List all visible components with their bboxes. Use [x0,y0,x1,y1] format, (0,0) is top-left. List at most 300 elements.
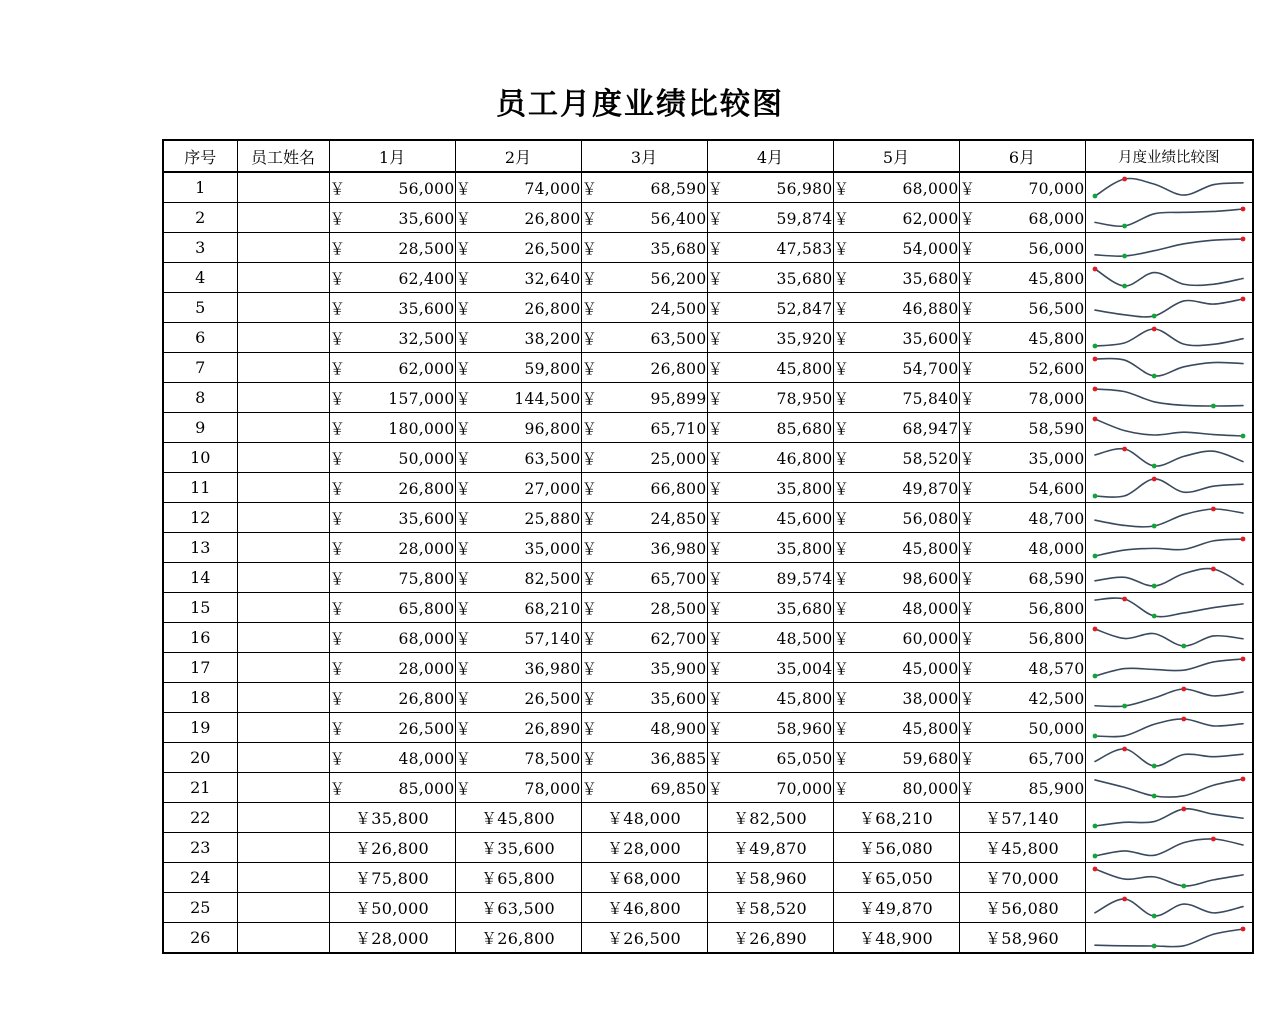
amount-cell-month-2[interactable] [455,443,581,473]
sparkline-cell[interactable] [1085,893,1253,923]
row-index-cell[interactable]: 15 [163,593,237,623]
sparkline-chart [1086,564,1252,591]
amount-cell-month-4[interactable] [707,443,833,473]
sparkline-high-marker [1151,327,1156,332]
row-index-cell[interactable]: 14 [163,563,237,593]
row-index-cell[interactable]: 10 [163,443,237,473]
amount-cell-month-6[interactable]: ￥45,800 [959,833,1085,863]
currency-symbol: ￥ [455,509,472,528]
amount-cell-month-2[interactable]: ￥26,800 [455,923,581,954]
amount-value: 75,800 [398,569,455,588]
amount-cell-month-3[interactable] [581,683,707,713]
sparkline-line [1095,239,1243,256]
amount-cell-month-1[interactable] [329,533,455,563]
amount-cell-month-3[interactable] [581,773,707,803]
amount-cell-month-4[interactable] [707,263,833,293]
amount-cell-month-4[interactable] [707,593,833,623]
employee-name-cell[interactable] [237,863,329,893]
amount-cell-month-5[interactable] [833,443,959,473]
amount-cell-month-5[interactable]: ￥56,080 [833,833,959,863]
amount-cell-month-6[interactable] [959,323,1085,353]
sparkline-low-marker [1122,254,1127,259]
amount-cell-month-4[interactable] [707,353,833,383]
row-index-cell[interactable]: 8 [163,383,237,413]
employee-name-cell[interactable] [237,533,329,563]
amount-cell-month-6[interactable] [959,172,1085,203]
amount-cell-month-4[interactable] [707,413,833,443]
sparkline-high-marker [1181,687,1186,692]
amount-cell-month-3[interactable]: ￥26,500 [581,923,707,954]
amount-cell-month-2[interactable] [455,653,581,683]
sparkline-high-marker [1211,837,1216,842]
amount-cell-month-5[interactable] [833,683,959,713]
sparkline-cell[interactable] [1085,593,1253,623]
amount-cell-month-3[interactable] [581,383,707,413]
sparkline-line [1095,629,1243,646]
amount-value: 45,800 [902,719,959,738]
sparkline-cell[interactable] [1085,383,1253,413]
amount-cell-month-3[interactable] [581,323,707,353]
amount-cell-month-1[interactable] [329,323,455,353]
amount-cell-month-3[interactable] [581,593,707,623]
currency-symbol: ￥ [455,359,472,378]
row-index-cell[interactable]: 3 [163,233,237,263]
amount-cell-month-1[interactable] [329,653,455,683]
employee-name-cell[interactable] [237,353,329,383]
row-index-cell[interactable]: 23 [163,833,237,863]
currency-symbol: ￥ [707,179,724,198]
sparkline-cell[interactable] [1085,803,1253,833]
sparkline-high-marker [1092,627,1097,632]
amount-cell-month-2[interactable]: ￥65,800 [455,863,581,893]
amount-cell-month-5[interactable] [833,563,959,593]
sparkline-cell[interactable] [1085,293,1253,323]
currency-symbol: ￥ [959,299,976,318]
amount-cell-month-3[interactable] [581,533,707,563]
employee-name-cell[interactable] [237,713,329,743]
employee-name-cell[interactable] [237,773,329,803]
amount-cell-month-3[interactable] [581,713,707,743]
amount-cell-month-6[interactable] [959,353,1085,383]
amount-value: 35,680 [776,599,833,618]
amount-cell-month-5[interactable] [833,233,959,263]
currency-symbol: ￥ [455,389,472,408]
amount-cell-month-3[interactable] [581,172,707,203]
amount-cell-month-4[interactable] [707,563,833,593]
amount-cell-month-5[interactable] [833,293,959,323]
row-index-cell[interactable]: 16 [163,623,237,653]
amount-cell-month-2[interactable] [455,773,581,803]
amount-cell-month-4[interactable] [707,623,833,653]
amount-cell-month-2[interactable]: ￥35,600 [455,833,581,863]
amount-value: 56,800 [1028,629,1085,648]
amount-value: 35,900 [650,659,707,678]
amount-cell-month-5[interactable] [833,172,959,203]
amount-cell-month-1[interactable] [329,503,455,533]
sparkline-line [1095,719,1243,737]
header-index: 序号 [163,140,237,172]
amount-cell-month-1[interactable] [329,473,455,503]
amount-cell-month-5[interactable]: ￥49,870 [833,893,959,923]
sparkline-line [1095,869,1243,886]
sparkline-chart [1086,684,1252,711]
amount-value: 32,640 [524,269,581,288]
amount-cell-month-1[interactable]: ￥28,000 [329,923,455,954]
currency-symbol: ￥ [959,659,976,678]
amount-cell-month-6[interactable]: ￥70,000 [959,863,1085,893]
sparkline-low-marker [1092,194,1097,199]
employee-name-cell[interactable] [237,203,329,233]
amount-cell-month-2[interactable] [455,473,581,503]
amount-cell-month-5[interactable] [833,413,959,443]
employee-name-cell[interactable] [237,623,329,653]
amount-cell-month-5[interactable]: ￥65,050 [833,863,959,893]
currency-symbol: ￥ [833,509,850,528]
amount-cell-month-6[interactable] [959,773,1085,803]
sparkline-cell[interactable] [1085,533,1253,563]
amount-cell-month-2[interactable] [455,353,581,383]
amount-cell-month-2[interactable] [455,203,581,233]
amount-cell-month-5[interactable] [833,203,959,233]
table-row [163,683,1253,713]
amount-cell-month-3[interactable] [581,563,707,593]
amount-cell-month-3[interactable] [581,653,707,683]
amount-value: 63,500 [650,329,707,348]
amount-cell-month-6[interactable] [959,503,1085,533]
amount-cell-month-4[interactable] [707,503,833,533]
amount-cell-month-6[interactable]: ￥57,140 [959,803,1085,833]
currency-symbol: ￥ [581,539,598,558]
employee-name-cell[interactable] [237,743,329,773]
amount-value: 35,680 [902,269,959,288]
sparkline-cell[interactable] [1085,773,1253,803]
amount-cell-month-2[interactable] [455,172,581,203]
amount-cell-month-4[interactable] [707,323,833,353]
amount-value: 70,000 [1028,179,1085,198]
amount-cell-month-5[interactable] [833,353,959,383]
amount-cell-month-4[interactable] [707,713,833,743]
sparkline-line [1095,569,1243,587]
amount-cell-month-1[interactable] [329,293,455,323]
employee-name-cell[interactable] [237,323,329,353]
amount-cell-month-1[interactable] [329,263,455,293]
amount-value: 38,000 [902,689,959,708]
amount-cell-month-6[interactable] [959,293,1085,323]
amount-cell-month-2[interactable] [455,503,581,533]
amount-cell-month-2[interactable] [455,623,581,653]
row-index-cell[interactable]: 25 [163,893,237,923]
row-index-cell[interactable]: 1 [163,172,237,203]
employee-name-cell[interactable] [237,172,329,203]
amount-cell-month-2[interactable] [455,233,581,263]
amount-cell-month-2[interactable] [455,593,581,623]
amount-cell-month-6[interactable] [959,413,1085,443]
currency-symbol: ￥ [959,269,976,288]
amount-cell-month-6[interactable] [959,233,1085,263]
sparkline-low-marker [1211,404,1216,409]
amount-cell-month-4[interactable] [707,203,833,233]
sparkline-low-marker [1092,344,1097,349]
amount-value: 35,600 [650,689,707,708]
table-row [163,863,1253,893]
amount-cell-month-4[interactable]: ￥26,890 [707,923,833,954]
table-row [163,713,1253,743]
amount-cell-month-3[interactable] [581,263,707,293]
amount-cell-month-2[interactable] [455,713,581,743]
amount-cell-month-5[interactable] [833,653,959,683]
amount-cell-month-4[interactable]: ￥82,500 [707,803,833,833]
row-index-cell[interactable]: 24 [163,863,237,893]
amount-cell-month-2[interactable] [455,383,581,413]
amount-cell-month-2[interactable] [455,323,581,353]
employee-name-cell[interactable] [237,683,329,713]
amount-cell-month-6[interactable] [959,713,1085,743]
sparkline-cell[interactable] [1085,653,1253,683]
amount-cell-month-6[interactable]: ￥56,080 [959,893,1085,923]
amount-cell-month-5[interactable] [833,623,959,653]
amount-cell-month-4[interactable] [707,473,833,503]
amount-cell-month-2[interactable]: ￥63,500 [455,893,581,923]
amount-value: 47,583 [776,239,833,258]
employee-name-cell[interactable] [237,833,329,863]
amount-cell-month-3[interactable]: ￥48,000 [581,803,707,833]
row-index-cell[interactable]: 21 [163,773,237,803]
employee-name-cell[interactable] [237,473,329,503]
row-index-cell[interactable]: 4 [163,263,237,293]
amount-value: 48,000 [398,749,455,768]
amount-cell-month-6[interactable] [959,533,1085,563]
sparkline-low-marker [1122,224,1127,229]
amount-cell-month-6[interactable] [959,743,1085,773]
currency-symbol: ￥ [707,389,724,408]
row-index-cell[interactable]: 2 [163,203,237,233]
row-index-cell[interactable]: 7 [163,353,237,383]
amount-value: 65,050 [776,749,833,768]
sparkline-cell[interactable] [1085,743,1253,773]
amount-cell-month-1[interactable] [329,383,455,413]
employee-name-cell[interactable] [237,593,329,623]
employee-name-cell[interactable] [237,383,329,413]
amount-cell-month-1[interactable] [329,773,455,803]
employee-name-cell[interactable] [237,923,329,954]
sparkline-cell[interactable] [1085,353,1253,383]
amount-cell-month-3[interactable]: ￥28,000 [581,833,707,863]
amount-cell-month-1[interactable]: ￥75,800 [329,863,455,893]
employee-name-cell[interactable] [237,413,329,443]
amount-cell-month-5[interactable] [833,533,959,563]
amount-cell-month-1[interactable] [329,713,455,743]
amount-cell-month-3[interactable] [581,503,707,533]
amount-cell-month-6[interactable] [959,203,1085,233]
amount-value: 78,950 [776,389,833,408]
amount-cell-month-3[interactable] [581,293,707,323]
amount-value: 26,800 [398,689,455,708]
sparkline-line [1095,929,1243,947]
employee-name-cell[interactable] [237,293,329,323]
row-index-cell[interactable]: 13 [163,533,237,563]
amount-cell-month-1[interactable] [329,203,455,233]
amount-cell-month-1[interactable] [329,683,455,713]
amount-cell-month-1[interactable]: ￥26,800 [329,833,455,863]
amount-cell-month-3[interactable] [581,443,707,473]
amount-cell-month-1[interactable] [329,172,455,203]
sparkline-cell[interactable] [1085,203,1253,233]
amount-cell-month-5[interactable]: ￥68,210 [833,803,959,833]
sparkline-cell[interactable] [1085,623,1253,653]
employee-name-cell[interactable] [237,803,329,833]
amount-cell-month-1[interactable]: ￥35,800 [329,803,455,833]
amount-cell-month-2[interactable] [455,743,581,773]
row-index-cell[interactable]: 11 [163,473,237,503]
sparkline-chart [1086,324,1252,351]
amount-value: 56,000 [398,179,455,198]
amount-cell-month-5[interactable] [833,593,959,623]
amount-value: 56,980 [776,179,833,198]
amount-cell-month-5[interactable] [833,473,959,503]
sparkline-cell[interactable] [1085,563,1253,593]
sparkline-cell[interactable] [1085,683,1253,713]
employee-name-cell[interactable] [237,563,329,593]
amount-cell-month-4[interactable] [707,533,833,563]
amount-cell-month-1[interactable] [329,443,455,473]
amount-cell-month-6[interactable] [959,623,1085,653]
amount-value: 35,004 [776,659,833,678]
employee-name-cell[interactable] [237,263,329,293]
sparkline-cell[interactable] [1085,233,1253,263]
amount-value: 62,400 [398,269,455,288]
row-index-cell[interactable]: 20 [163,743,237,773]
sparkline-cell[interactable] [1085,833,1253,863]
amount-cell-month-4[interactable] [707,383,833,413]
amount-cell-month-6[interactable] [959,443,1085,473]
currency-symbol: ￥ [581,569,598,588]
amount-cell-month-1[interactable] [329,353,455,383]
amount-cell-month-1[interactable] [329,413,455,443]
amount-cell-month-3[interactable] [581,203,707,233]
sparkline-cell[interactable] [1085,263,1253,293]
amount-cell-month-3[interactable] [581,233,707,263]
amount-cell-month-2[interactable]: ￥45,800 [455,803,581,833]
amount-cell-month-3[interactable] [581,743,707,773]
sparkline-cell[interactable] [1085,323,1253,353]
amount-cell-month-4[interactable]: ￥49,870 [707,833,833,863]
table-row [163,653,1253,683]
sparkline-cell[interactable] [1085,503,1253,533]
amount-cell-month-5[interactable] [833,383,959,413]
amount-value: 62,700 [650,629,707,648]
amount-cell-month-4[interactable]: ￥58,520 [707,893,833,923]
sparkline-cell[interactable] [1085,473,1253,503]
row-index-cell[interactable]: 17 [163,653,237,683]
amount-cell-month-3[interactable] [581,413,707,443]
row-index-cell[interactable]: 9 [163,413,237,443]
amount-cell-month-6[interactable] [959,653,1085,683]
amount-cell-month-2[interactable] [455,293,581,323]
currency-symbol: ￥ [455,419,472,438]
amount-cell-month-1[interactable] [329,233,455,263]
amount-cell-month-4[interactable] [707,172,833,203]
amount-cell-month-3[interactable] [581,473,707,503]
amount-cell-month-4[interactable] [707,653,833,683]
amount-cell-month-4[interactable] [707,683,833,713]
amount-cell-month-4[interactable] [707,293,833,323]
table-row [163,563,1253,593]
amount-cell-month-5[interactable] [833,323,959,353]
amount-cell-month-6[interactable] [959,563,1085,593]
amount-cell-month-2[interactable] [455,533,581,563]
amount-cell-month-5[interactable] [833,743,959,773]
sparkline-cell[interactable] [1085,413,1253,443]
amount-cell-month-4[interactable] [707,233,833,263]
amount-value: 60,000 [902,629,959,648]
sparkline-cell[interactable] [1085,172,1253,203]
amount-cell-month-1[interactable]: ￥50,000 [329,893,455,923]
sparkline-cell[interactable] [1085,923,1253,954]
amount-cell-month-4[interactable] [707,743,833,773]
amount-cell-month-2[interactable] [455,413,581,443]
sparkline-cell[interactable] [1085,713,1253,743]
amount-cell-month-5[interactable] [833,503,959,533]
row-index-cell[interactable]: 19 [163,713,237,743]
amount-cell-month-5[interactable] [833,713,959,743]
row-index-cell[interactable]: 18 [163,683,237,713]
employee-name-cell[interactable] [237,503,329,533]
sparkline-chart [1086,774,1252,801]
employee-name-cell[interactable] [237,893,329,923]
employee-name-cell[interactable] [237,233,329,263]
amount-cell-month-4[interactable]: ￥58,960 [707,863,833,893]
amount-cell-month-6[interactable] [959,263,1085,293]
amount-cell-month-1[interactable] [329,563,455,593]
amount-cell-month-5[interactable]: ￥48,900 [833,923,959,954]
amount-cell-month-2[interactable] [455,683,581,713]
row-index-cell[interactable]: 22 [163,803,237,833]
row-index-cell[interactable]: 26 [163,923,237,954]
amount-cell-month-2[interactable] [455,563,581,593]
currency-symbol: ￥ [455,629,472,648]
amount-cell-month-4[interactable] [707,773,833,803]
sparkline-cell[interactable] [1085,443,1253,473]
amount-cell-month-3[interactable]: ￥68,000 [581,863,707,893]
currency-symbol: ￥ [707,569,724,588]
employee-name-cell[interactable] [237,653,329,683]
employee-name-cell[interactable] [237,443,329,473]
sparkline-line [1095,809,1243,826]
amount-value: 85,900 [1028,779,1085,798]
amount-cell-month-6[interactable] [959,593,1085,623]
amount-cell-month-1[interactable] [329,743,455,773]
amount-value: 45,800 [1028,269,1085,288]
row-index-cell[interactable]: 12 [163,503,237,533]
amount-cell-month-2[interactable] [455,263,581,293]
sparkline-cell[interactable] [1085,863,1253,893]
amount-cell-month-5[interactable] [833,773,959,803]
amount-cell-month-1[interactable] [329,623,455,653]
amount-cell-month-6[interactable] [959,383,1085,413]
amount-cell-month-5[interactable] [833,263,959,293]
amount-cell-month-1[interactable] [329,593,455,623]
amount-value: 28,500 [650,599,707,618]
sparkline-line [1095,779,1243,797]
amount-cell-month-6[interactable] [959,473,1085,503]
amount-cell-month-3[interactable]: ￥46,800 [581,893,707,923]
amount-cell-month-3[interactable] [581,623,707,653]
amount-cell-month-3[interactable] [581,353,707,383]
amount-cell-month-6[interactable]: ￥58,960 [959,923,1085,954]
row-index-cell[interactable]: 6 [163,323,237,353]
row-index-cell[interactable]: 5 [163,293,237,323]
amount-cell-month-6[interactable] [959,683,1085,713]
